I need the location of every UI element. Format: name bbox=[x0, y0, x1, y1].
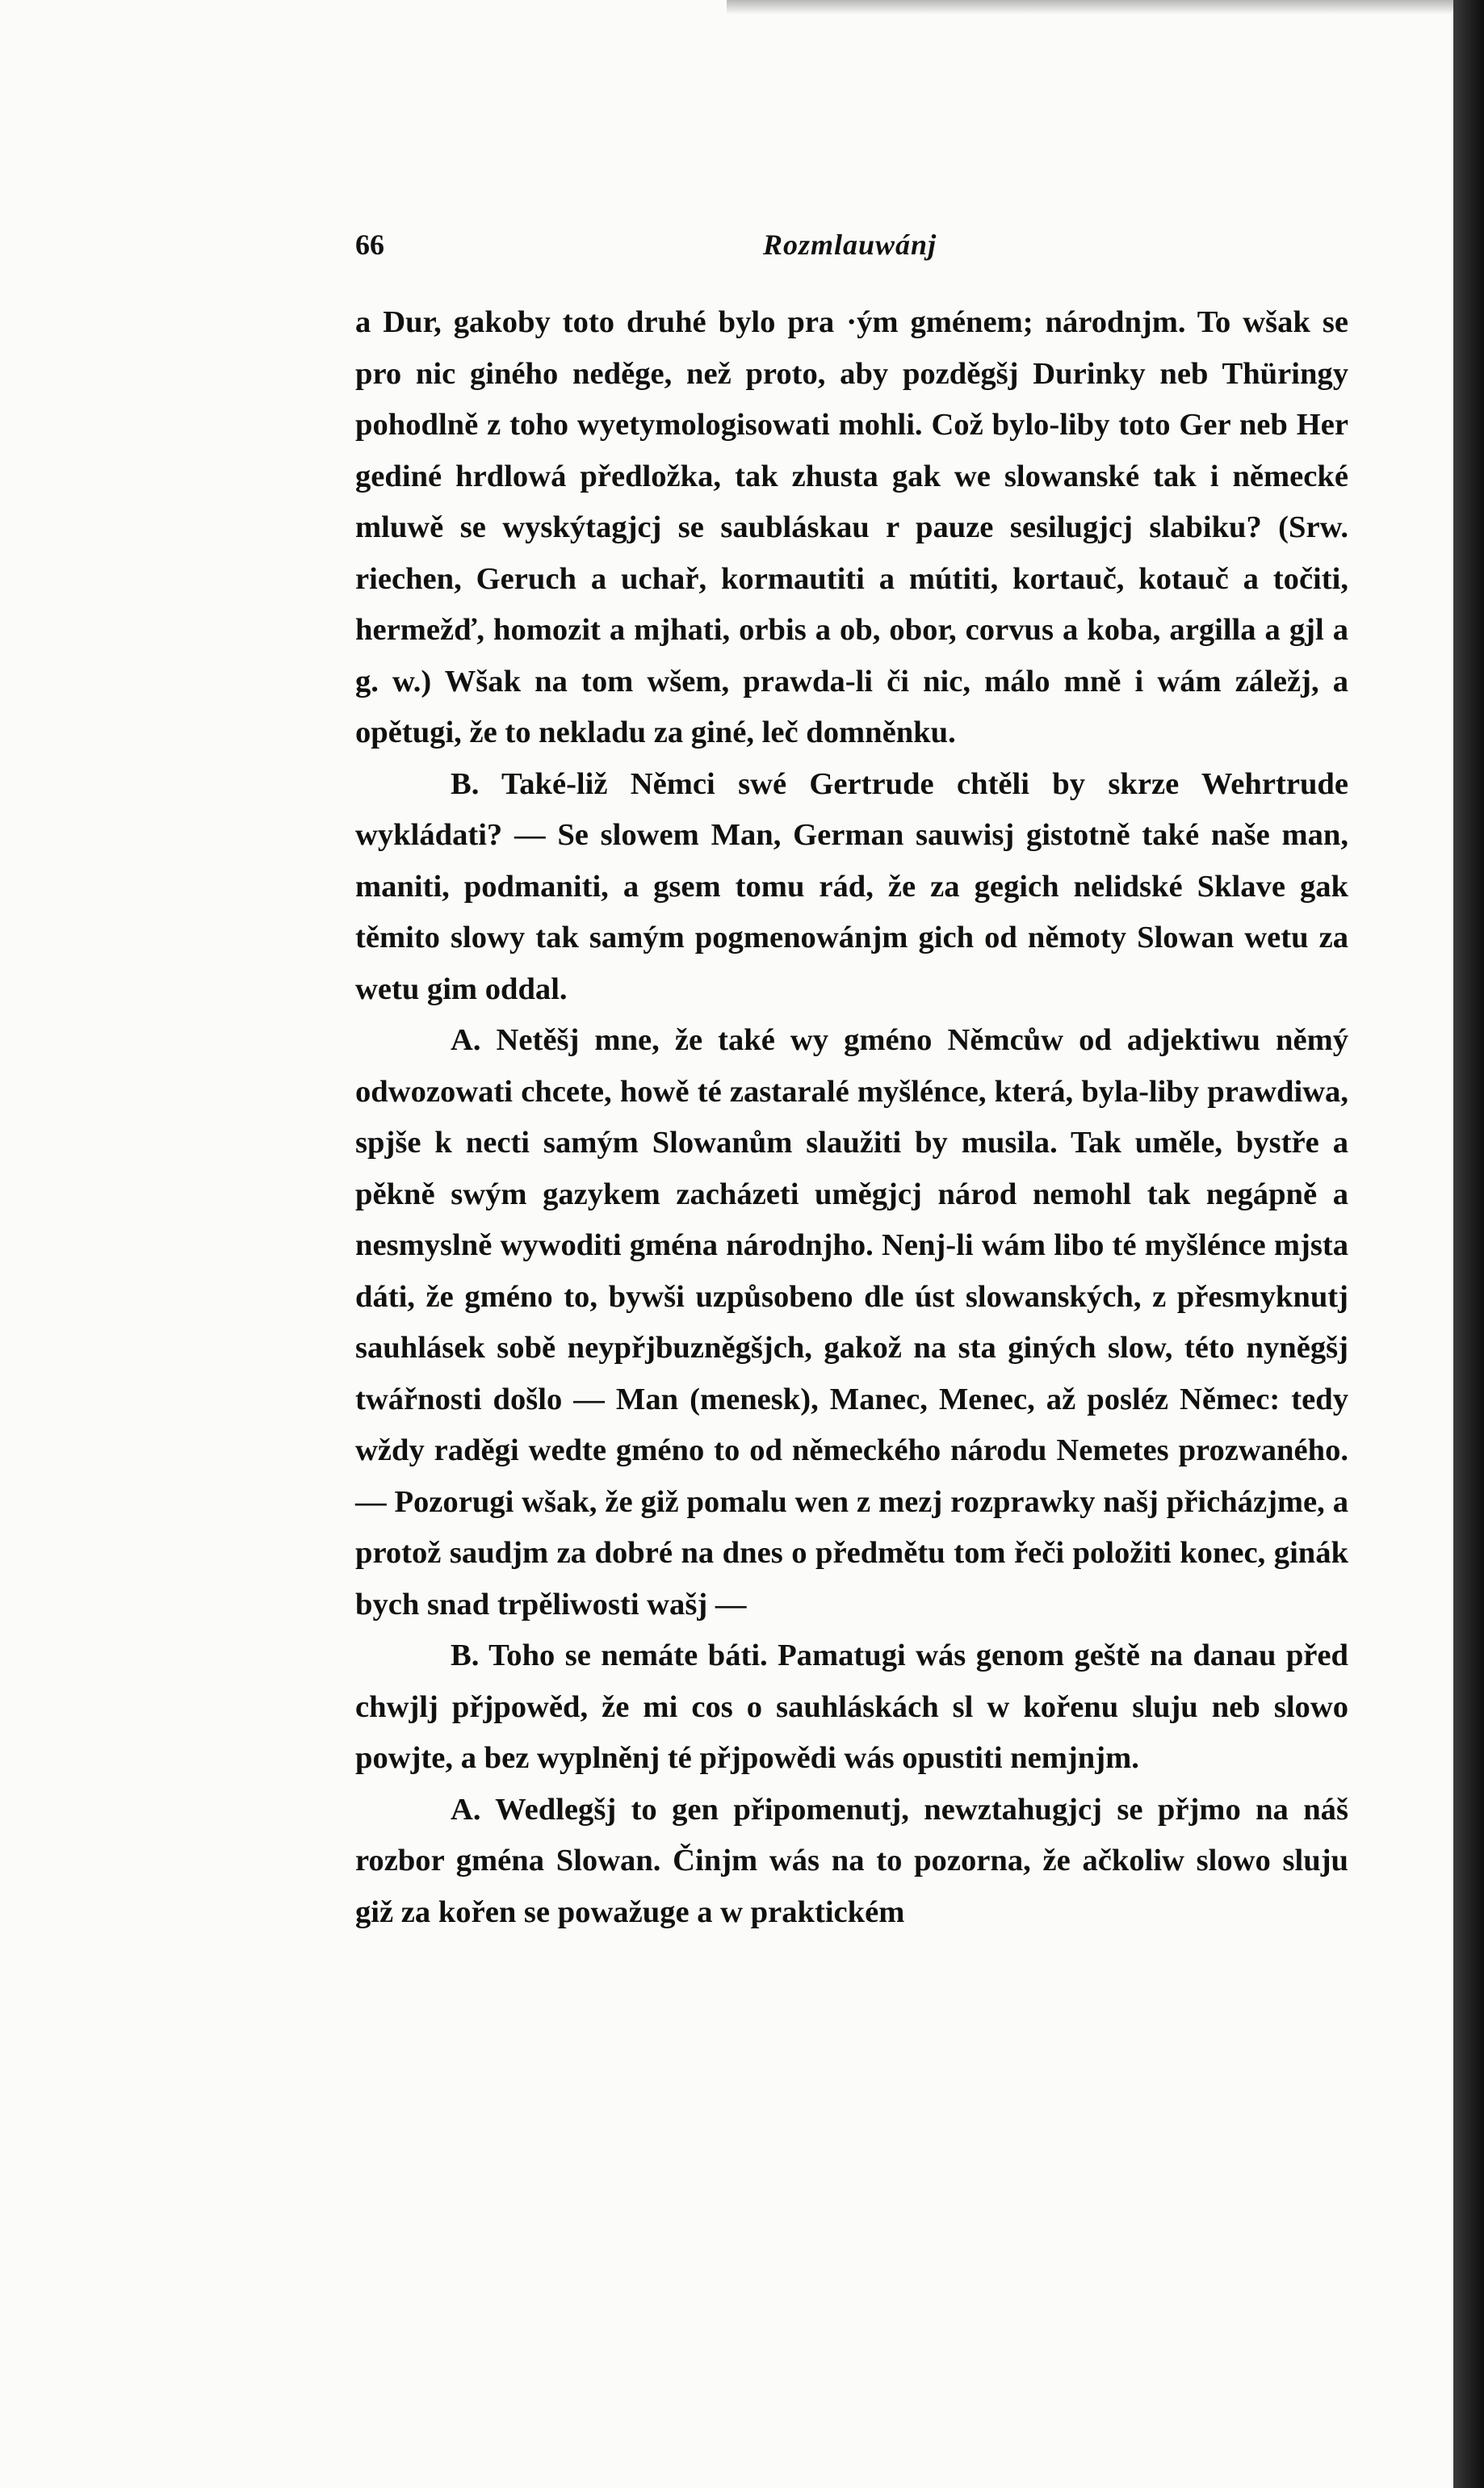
scan-border bbox=[1453, 0, 1484, 2488]
page-number: 66 bbox=[355, 229, 384, 261]
paragraph-1: a Dur, gakoby toto druhé bylo pra ·ým gménem; národnjm. To wšak se pro nic giného neděge, než proto, aby pozděgšj Durinky neb Thüringy pohodlně z toho wyetymologisowati mohli. Což bylo-liby toto Ger neb Her gediné hrdlowá předložka, tak zhusta gak we slowanské tak i německé mluwě se wyskýtagjcj se saubláskau r pauze sesilugjcj slabiku? (Srw. riechen, Geruch a uchař, kormautiti a mútiti, kortauč, kotauč a točiti, hermežď, homozit a mjhati, orbis a ob, obor, corvus a koba, argilla a gjl a g. w.) Wšak na tom wšem, prawda-li či nic, málo mně i wám záležj, a opětugi, že to nekladu za giné, leč domněnku. bbox=[355, 305, 1348, 749]
top-edge-shadow bbox=[727, 0, 1453, 15]
body-text bbox=[355, 297, 1348, 1938]
running-head: Rozmlauwánj bbox=[763, 229, 937, 261]
page-header bbox=[355, 228, 1348, 268]
paragraph-2: B. Také-liž Němci swé Gertrude chtěli by skrze Wehrtrude wykládati? — Se slowem Man, German sauwisj gistotně také naše man, maniti, podmaniti, a gsem tomu rád, že za gegich nelidské Sklave gak těmito slowy tak samým pogmenowánjm gich od němoty Slowan wetu za wetu gim oddal. bbox=[355, 766, 1348, 1006]
paragraph-4: B. Toho se nemáte báti. Pamatugi wás genom geště na danau před chwjlj přjpowěd, že mi cos o sauhláskách sl w kořenu sluju neb slowo powjte, a bez wyplněnj té přjpowědi wás opustiti nemjnjm. bbox=[355, 1638, 1348, 1775]
paragraph-3: A. Netěšj mne, že také wy gméno Němcůw od adjektiwu němý odwozowati chcete, howě té zastaralé myšlénce, která, byla-liby prawdiwa, spjše k necti samým Slowanům slaužiti by musila. Tak uměle, bystře a pěkně swým gazykem zacházeti uměgjcj národ nemohl tak negápně a nesmyslně wywoditi gména národnjho. Nenj-li wám libo té myšlénce mjsta dáti, že gméno to, bywši uzpůsobeno dle úst slowanských, z přesmyknutj sauhlásek sobě neypřjbuzněgšjch, gakož na sta giných slow, této nyněgšj twářnosti došlo — Man (menesk), Manec, Menec, až posléz Němec: tedy wždy raděgi wedte gméno to od německého národu Nemetes prozwaného. — Pozorugi wšak, že giž pomalu wen z mezj rozprawky našj přicházjme, a protož saudjm za dobré na dnes o předmětu tom řeči položiti konec, ginák bych snad trpěliwosti wašj — bbox=[355, 1023, 1348, 1622]
paragraph-5: A. Wedlegšj to gen připomenutj, newztahugjcj se přjmo na náš rozbor gména Slowan. Činjm wás na to pozorna, že ačkoliw slowo sluju giž za kořen se powažuge a w praktickém bbox=[355, 1792, 1348, 1929]
